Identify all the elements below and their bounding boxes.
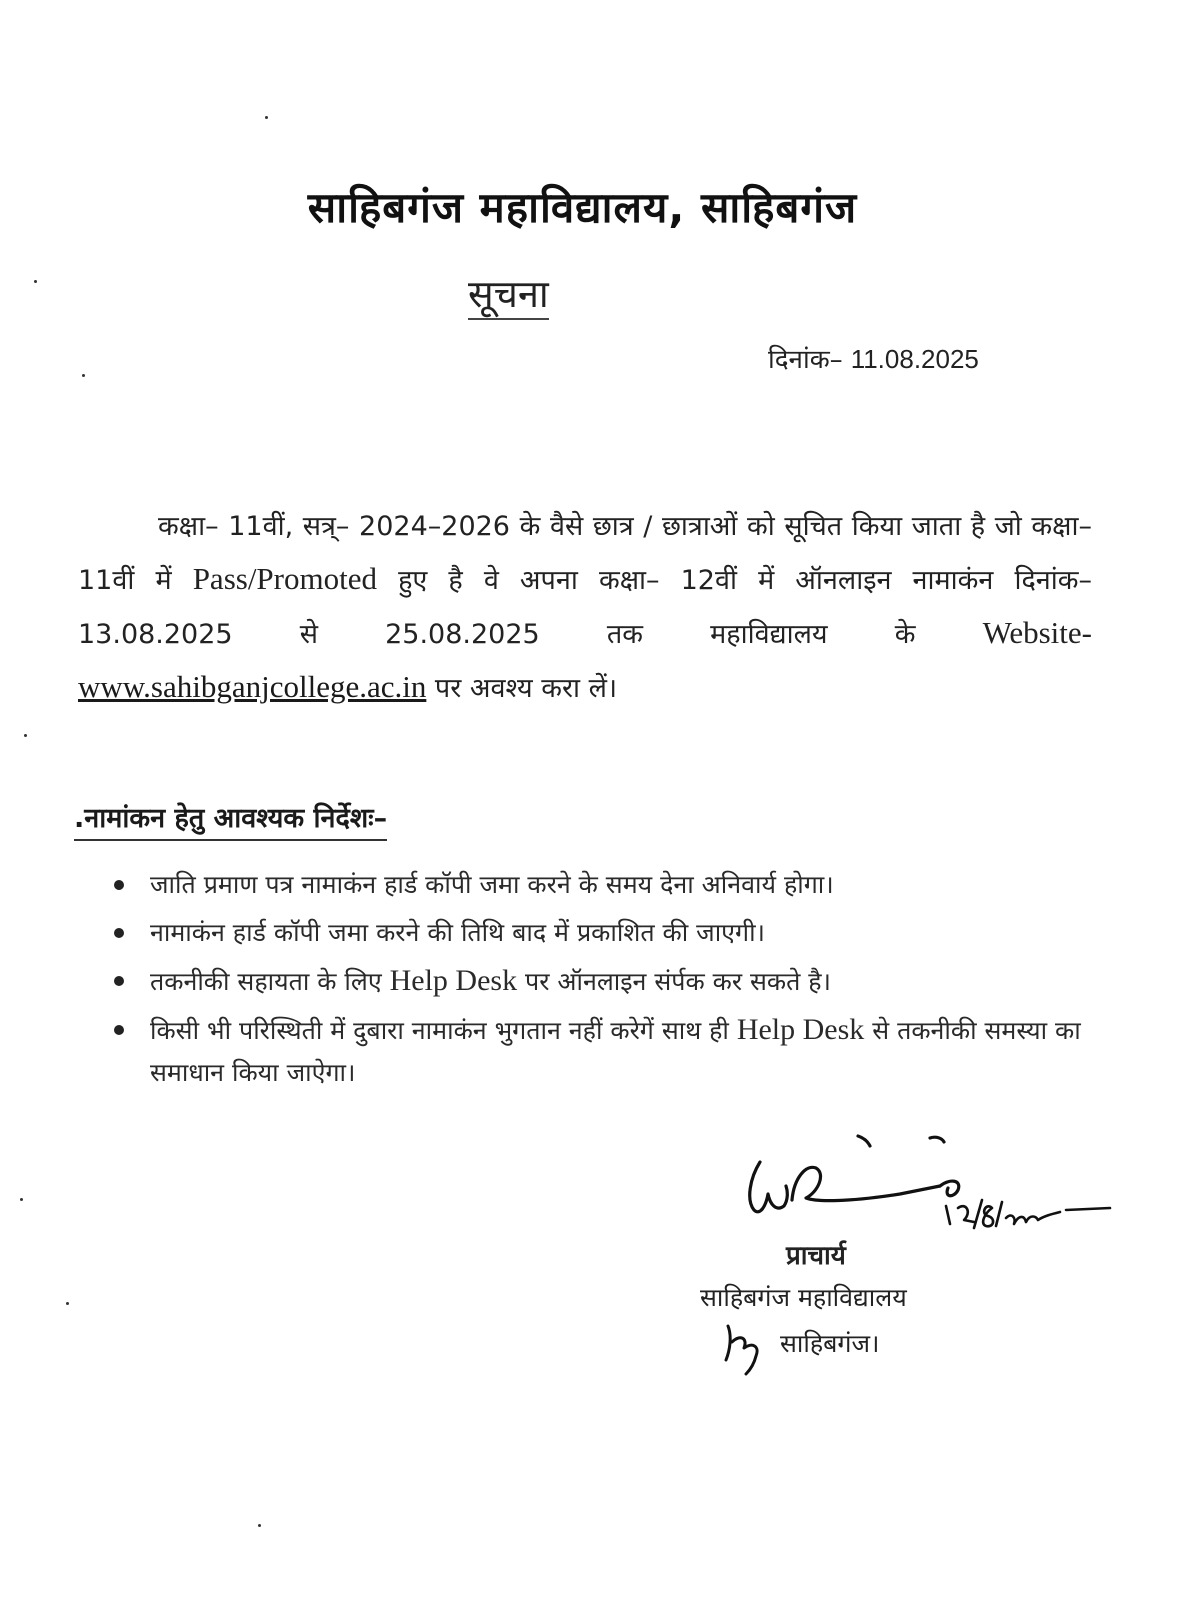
notice-title: सूचना [468,272,549,320]
bullet-icon [114,880,124,890]
handwritten-initial [718,1316,768,1376]
bullet-icon [114,1025,124,1035]
website-label: Website- [982,615,1092,650]
instruction-text: तकनीकी सहायता के लिए [150,967,390,996]
pass-promoted-text: Pass/Promoted [192,561,377,596]
signatory-town: साहिबगंज। [780,1329,880,1358]
scan-speck [265,116,268,119]
list-item [110,1009,1095,1094]
list-item [110,912,1095,954]
scan-speck [258,1524,261,1527]
scan-speck [20,1198,23,1201]
instruction-text: पर ऑनलाइन संर्पक कर सकते है। [517,967,832,996]
document-header [0,178,1197,235]
body-text: कक्षा– 11वीं, सत्र्– 2024–2026 के वैसे छात्र / छात्राओं को सूचित किया जाता है जो कक्षा– 11वीं में [78,511,1092,596]
instruction-text: जाति प्रमाण पत्र नामाकंन हार्ड कॉपी जमा करने के समय देना अनिवार्य होगा। [150,870,834,899]
date-line [768,340,979,376]
scan-speck [66,1302,69,1305]
body-text: हुए है वे अपना कक्षा– 12वीं में ऑनलाइन नामाकंन दिनांक– 13.08.2025 से 25.08.2025 तक महाविद्यालय के [78,565,1092,650]
instruction-text: से तकनीकी समस्या का समाधान किया जाऐगा। [150,1016,1081,1087]
list-item [110,864,1095,906]
signatory-title: प्राचार्य [786,1241,846,1271]
college-name: साहिबगंज महाविद्यालय, साहिबगंज [307,183,858,232]
date-label: दिनांक– [768,345,843,375]
notice-body [78,501,1092,715]
bullet-icon [114,928,124,938]
scan-speck [82,374,85,377]
principal-signature [730,1128,1130,1238]
bullet-icon [114,976,124,986]
list-item [110,960,1095,1003]
help-desk-text: Help Desk [736,1013,865,1046]
website-link[interactable]: www.sahibganjcollege.ac.in [78,669,427,704]
instruction-text: नामाकंन हार्ड कॉपी जमा करने की तिथि बाद में प्रकाशित की जाएगी। [150,918,766,947]
body-text: पर अवश्य करा लें। [426,673,618,704]
signatory-college: साहिबगंज महाविद्यालय [700,1283,907,1312]
scan-speck [34,280,37,283]
scan-speck [24,734,27,737]
date-value: 11.08.2025 [850,344,979,374]
help-desk-text: Help Desk [389,964,518,997]
instructions-heading: .नामांकन हेतु आवश्यक निर्देशः– [74,800,387,841]
instructions-list [110,864,1095,1100]
instruction-text: किसी भी परिस्थिती में दुबारा नामाकंन भुगतान नहीं करेगें साथ ही [150,1016,737,1045]
